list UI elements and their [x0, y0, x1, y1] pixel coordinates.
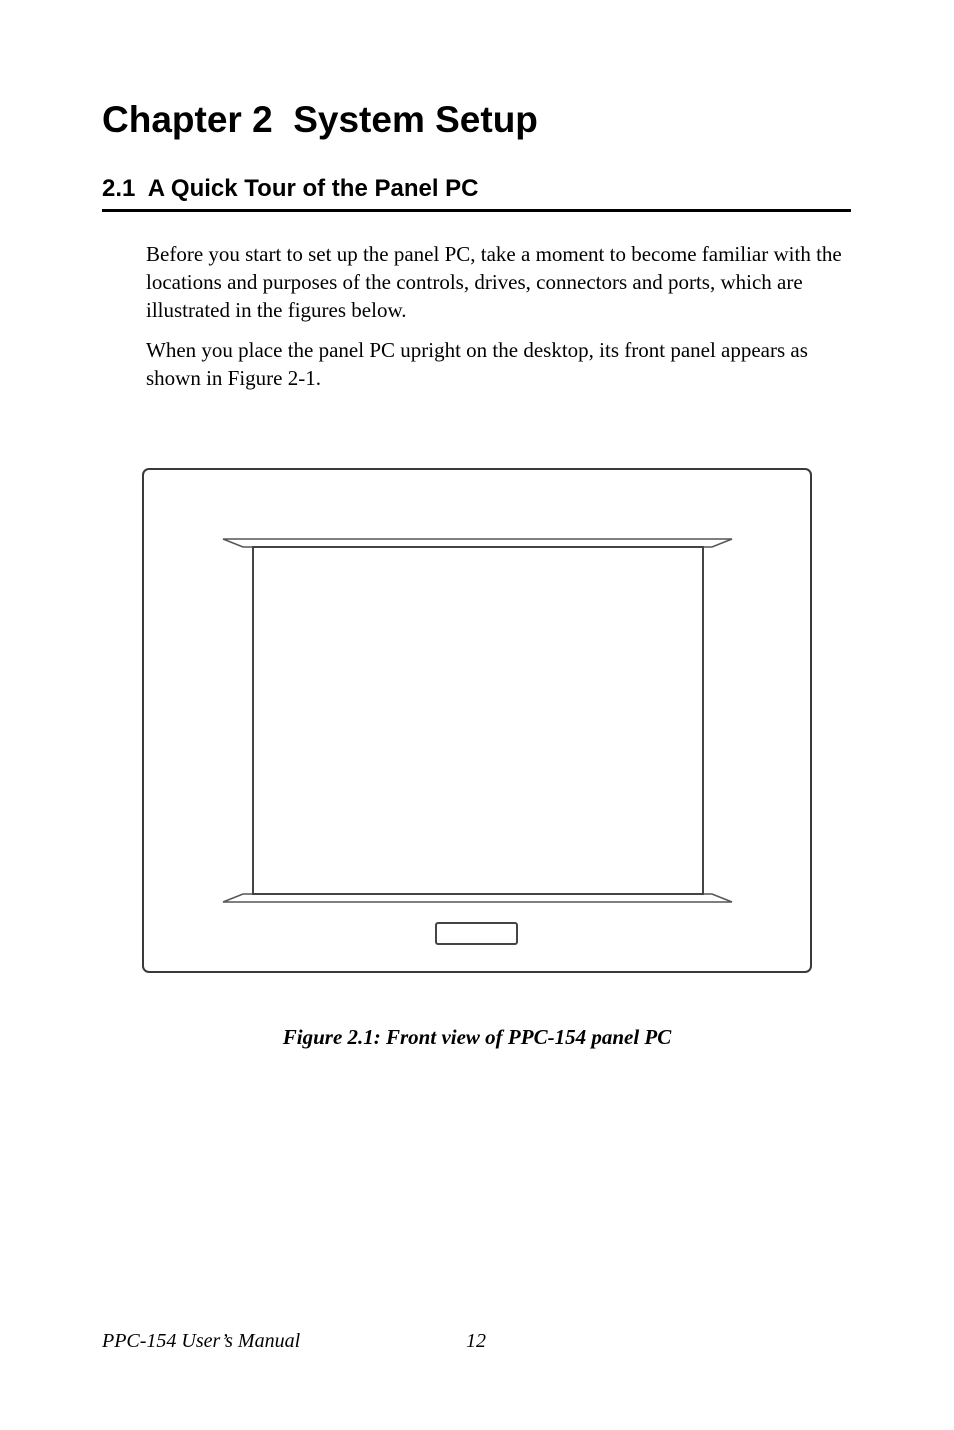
figure-caption: Figure 2.1: Front view of PPC-154 panel PC: [282, 1025, 672, 1049]
chapter-title: Chapter 2 System Setup: [102, 99, 538, 140]
footer-page-number: 12: [466, 1330, 486, 1352]
footer-manual-title: PPC-154 User’s Manual: [102, 1330, 301, 1352]
front-panel-button: [436, 923, 517, 944]
panel-outer-bezel: [143, 469, 811, 972]
section-heading: 2.1 A Quick Tour of the Panel PC: [102, 175, 479, 202]
body-paragraph-intro: Before you start to set up the panel PC, take a moment to become familiar with the locations and purposes of the controls, drives, connectors and ports, which are illustrated in the figures below.: [146, 242, 842, 322]
display-screen: [253, 547, 703, 894]
body-paragraph-front-panel: When you place the panel PC upright on the desktop, its front panel appears as shown in Figure 2-1.: [146, 338, 808, 390]
screen-bottom-trim: [223, 894, 732, 902]
screen-top-trim: [223, 539, 732, 547]
section-rule: [102, 209, 851, 212]
